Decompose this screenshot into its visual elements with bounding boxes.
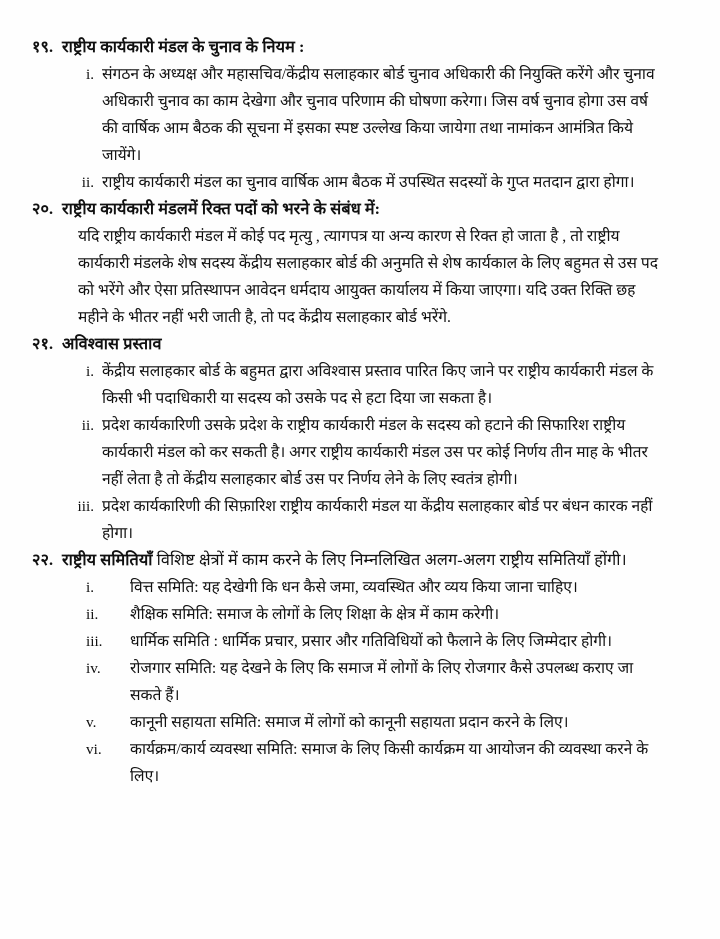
section-20-paragraph: यदि राष्ट्रीय कार्यकारी मंडल में कोई पद मृत्यु , त्यागपत्र या अन्य कारण से रिक्त हो जाता है , तो राष्ट्रीय कार्यकारी मंडलके शेष सदस्य केंद्रीय सलाहकार बोर्ड की अनुमति से शेष कार्यकाल के लिए बहुमत से उस पद को भरेंगे और ऐसा प्रतिस्थापन आवेदन धर्मदाय आयुक्त कार्यालय में किया जाएगा। यदि उक्त रिक्ति छह महीने के भीतर नहीं भरी जाती है, तो पद केंद्रीय सलाहकार बोर्ड भरेंगे. [78,228,658,326]
section-22-heading-rest: विशिष्ट क्षेत्रों में काम करने के लिए निम्नलिखित अलग-अलग राष्ट्रीय समितियाँ होंगी। [156,551,627,569]
list-item [60,169,664,196]
list-item-text: केंद्रीय सलाहकार बोर्ड के बहुमत द्वारा अविश्वास प्रस्ताव पारित किए जाने पर राष्ट्रीय कार्यकारी मंडल के किसी भी पदाधिकारी या सदस्य को उसके पद से हटा दिया जा सकता है। [102,363,654,407]
section-22 [32,547,664,790]
list-item-text: शैक्षिक समिति: समाज के लोगों के लिए शिक्षा के क्षेत्र में काम करेगी। [130,606,500,623]
section-20-heading-text: राष्ट्रीय कार्यकारी मंडलमें रिक्त पदों को भरने के संबंध में: [62,200,381,218]
list-item [60,61,664,169]
section-22-number: २२. [32,551,54,569]
section-22-heading [32,547,664,574]
list-item [60,736,664,790]
section-20-body [78,223,664,331]
list-marker: i. [86,579,95,596]
list-item-text: कार्यक्रम/कार्य व्यवस्था समिति: समाज के लिए किसी कार्यक्रम या आयोजन की व्यवस्था करने के लिए। [130,741,649,785]
list-item-text: राष्ट्रीय कार्यकारी मंडल का चुनाव वार्षिक आम बैठक में उपस्थित सदस्यों के गुप्त मतदान द्वारा होगा। [102,174,635,191]
section-22-heading-lead: राष्ट्रीय समितियाँ [62,551,157,569]
list-item-text: प्रदेश कार्यकारिणी की सिफ़ारिश राष्ट्रीय कार्यकारी मंडल या केंद्रीय सलाहकार बोर्ड पर बंधन कारक नहीं होगा। [102,498,653,542]
list-marker: i. [85,66,94,83]
list-marker: vi. [86,741,102,758]
section-20 [32,196,664,331]
list-item [60,628,664,655]
section-19-heading-text: राष्ट्रीय कार्यकारी मंडल के चुनाव के नियम : [62,38,305,56]
section-21-heading-text: अविश्वास प्रस्ताव [62,335,162,353]
section-22-list [60,574,664,790]
page-bottom-margin [32,790,664,830]
section-19-list [60,61,664,196]
list-marker: iv. [86,660,101,677]
list-marker: v. [86,714,97,731]
list-marker: ii. [81,174,94,191]
list-item-text: रोजगार समिति: यह देखने के लिए कि समाज में लोगों के लिए रोजगार कैसे उपलब्ध कराए जा सकते हैं। [130,660,634,704]
list-marker: iii. [77,498,94,515]
list-item [60,358,664,412]
section-21-number: २१. [32,335,54,353]
list-item [60,655,664,709]
list-item [60,574,664,601]
section-19-number: १९. [32,38,54,56]
section-21-list [60,358,664,547]
list-item [60,601,664,628]
list-marker: ii. [81,417,94,434]
section-21 [32,331,664,547]
section-22-heading-text [62,547,664,574]
list-item [60,412,664,493]
list-item-text: संगठन के अध्यक्ष और महासचिव/केंद्रीय सलाहकार बोर्ड चुनाव अधिकारी की नियुक्ति करेंगे और चुनाव अधिकारी चुनाव का काम देखेगा और चुनाव परिणाम की घोषणा करेगा। जिस वर्ष चुनाव होगा उस वर्ष की वार्षिक आम बैठक की सूचना में इसका स्पष्ट उल्लेख किया जायेगा तथा नामांकन आमंत्रित किये जायेंगे। [102,66,655,164]
list-item [60,493,664,547]
section-21-heading [32,331,664,358]
section-20-number: २०. [32,200,54,218]
list-item-text: वित्त समिति: यह देखेगी कि धन कैसे जमा, व्यवस्थित और व्यय किया जाना चाहिए। [130,579,578,596]
section-19 [32,34,664,196]
section-20-heading [32,196,664,223]
list-marker: iii. [86,633,103,650]
list-item [60,709,664,736]
list-item-text: धार्मिक समिति : धार्मिक प्रचार, प्रसार और गतिविधियों को फैलाने के लिए जिम्मेदार होगी। [130,633,613,650]
list-marker: ii. [86,606,99,623]
list-marker: i. [85,363,94,380]
list-item-text: कानूनी सहायता समिति: समाज में लोगों को कानूनी सहायता प्रदान करने के लिए। [130,714,569,731]
list-item-text: प्रदेश कार्यकारिणी उसके प्रदेश के राष्ट्रीय कार्यकारी मंडल के सदस्य को हटाने की सिफारिश राष्ट्रीय कार्यकारी मंडल को कर सकती है। अगर राष्ट्रीय कार्यकारी मंडल उस पर कोई निर्णय तीन माह के भीतर नहीं लेता है तो केंद्रीय सलाहकार बोर्ड उस पर निर्णय लेने के लिए स्वतंत्र होगी। [102,417,648,488]
section-19-heading [32,34,664,61]
